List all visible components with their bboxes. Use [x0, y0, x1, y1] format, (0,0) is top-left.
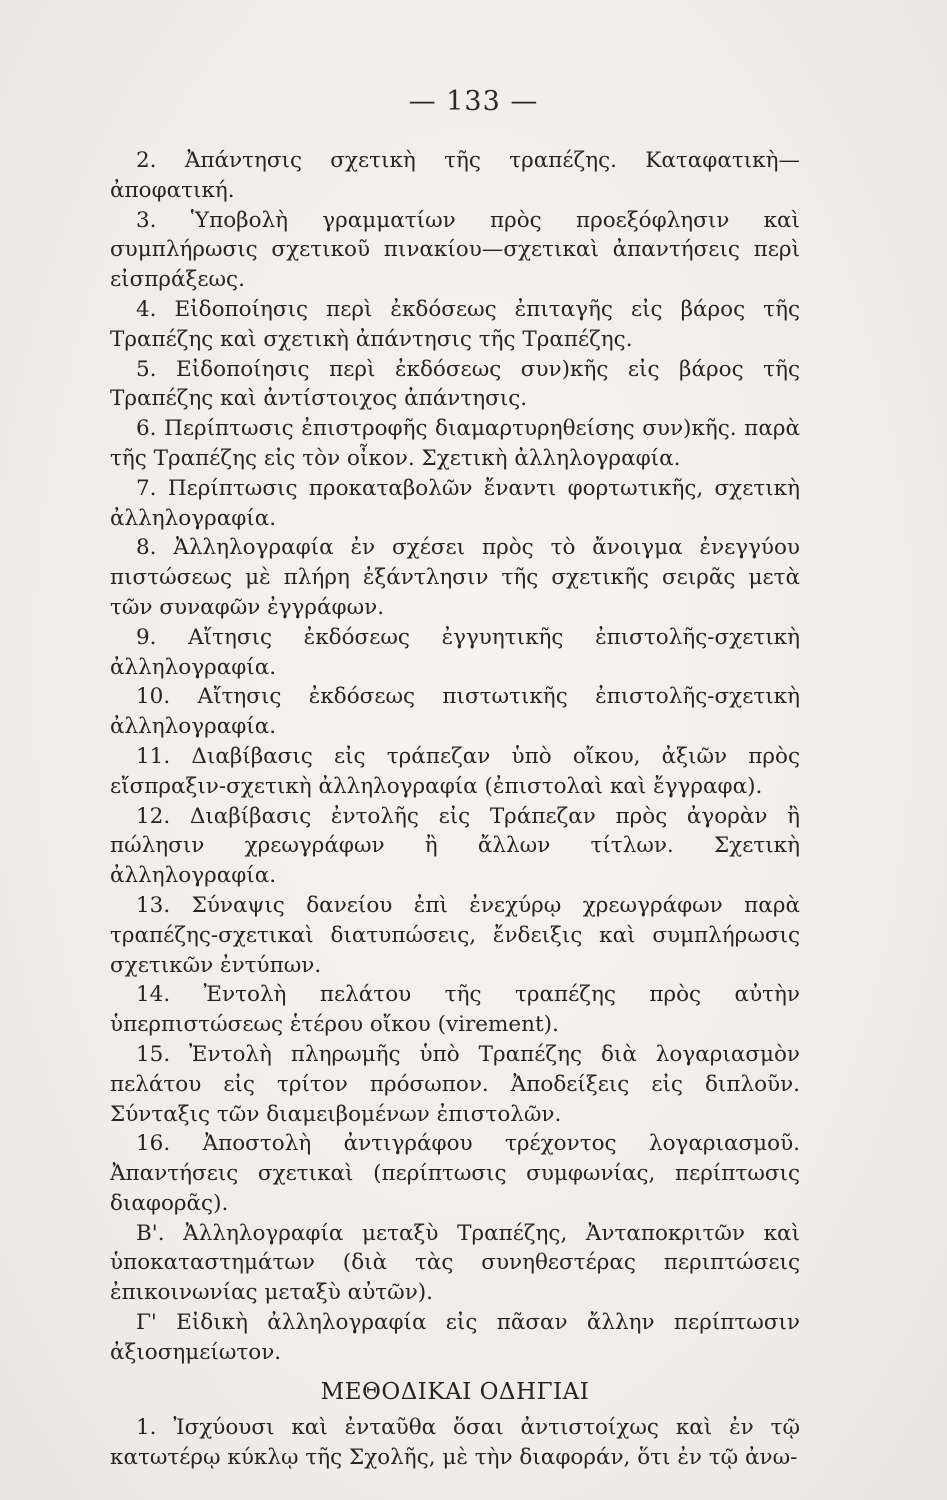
- list-item: 11. Διαβίβασις εἰς τράπεζαν ὑπὸ οἴκου, ἀξιῶν πρὸς εἴσπραξιν-σχετικὴ ἀλληλογραφία (ἐπιστολαὶ καὶ ἔγγραφα).: [110, 743, 800, 799]
- list-item: 13. Σύναψις δανείου ἐπὶ ἐνεχύρῳ χρεωγράφων παρὰ τραπέζης-σχετικαὶ διατυπώσεις, ἔνδειξις καὶ συμπλήρωσις σχετικῶν ἐντύπων.: [110, 892, 800, 978]
- final-paragraph: 1. Ἰσχύουσι καὶ ἐνταῦθα ὅσαι ἀντιστοίχως καὶ ἐν τῷ κατωτέρῳ κύκλῳ τῆς Σχολῆς, μὲ τὴν διαφοράν, ὅτι ἐν τῷ ἀνω-: [110, 1415, 800, 1471]
- list-item: 9. Αἴτησις ἐκδόσεως ἐγγυητικῆς ἐπιστολῆς-σχετικὴ ἀλληλογραφία.: [110, 624, 800, 680]
- list-item: 2. Ἀπάντησις σχετικὴ τῆς τραπέζης. Καταφατικὴ—ἀποφατική.: [110, 148, 800, 203]
- list-item: Γ' Εἰδικὴ ἀλληλογραφία εἰς πᾶσαν ἄλλην περίπτωσιν ἀξιοσημείωτον.: [110, 1310, 800, 1365]
- page-body: [110, 146, 800, 1473]
- list-item: 6. Περίπτωσις ἐπιστροφῆς διαμαρτυρηθείσης συν)κῆς. παρὰ τῆς Τραπέζης εἰς τὸν οἶκον. Σχετικὴ ἀλληλογραφία.: [110, 416, 800, 471]
- list-item: 15. Ἐντολὴ πληρωμῆς ὑπὸ Τραπέζης διὰ λογαριασμὸν πελάτου εἰς τρίτον πρόσωπον. Ἀποδείξεις εἰς διπλοῦν. Σύνταξις τῶν διαμειβομένων ἐπιστολῶν.: [110, 1041, 800, 1127]
- list-item: 8. Ἀλληλογραφία ἐν σχέσει πρὸς τὸ ἄνοιγμα ἐνεγγύου πιστώσεως μὲ πλήρη ἐξάντλησιν τῆς σχετικῆς σειρᾶς μετὰ τῶν συναφῶν ἐγγράφων.: [110, 535, 800, 620]
- list-item: 12. Διαβίβασις ἐντολῆς εἰς Τράπεζαν πρὸς ἀγορὰν ἢ πώλησιν χρεωγράφων ἢ ἄλλων τίτλων. Σχετικὴ ἀλληλογραφία.: [110, 803, 800, 889]
- list-item: 16. Ἀποστολὴ ἀντιγράφου τρέχοντος λογαριασμοῦ. Ἀπαντήσεις σχετικαὶ (περίπτωσις συμφωνίας, περίπτωσις διαφορᾶς).: [110, 1131, 800, 1216]
- list-item: 5. Εἰδοποίησις περὶ ἐκδόσεως συν)κῆς εἰς βάρος τῆς Τραπέζης καὶ ἀντίστοιχος ἀπάντησις.: [110, 356, 800, 412]
- section-heading: ΜΕΘΟΔΙΚΑΙ ΟΔΗΓΙΑΙ: [320, 1378, 590, 1405]
- list-item: Β'. Ἀλληλογραφία μεταξὺ Τραπέζης, Ἀνταποκριτῶν καὶ ὑποκαταστημάτων (διὰ τὰς συνηθεστέρας περιπτώσεις ἐπικοινωνίας μεταξὺ αὐτῶν).: [110, 1220, 800, 1306]
- list-item: 14. Ἐντολὴ πελάτου τῆς τραπέζης πρὸς αὐτὴν ὑπερπιστώσεως ἑτέρου οἴκου (virement).: [110, 982, 800, 1038]
- list-item: 10. Αἴτησις ἐκδόσεως πιστωτικῆς ἐπιστολῆς-σχετικὴ ἀλληλογραφία.: [110, 684, 800, 740]
- list-item: 3. Ὑποβολὴ γραμματίων πρὸς προεξόφλησιν καὶ συμπλήρωσις σχετικοῦ πινακίου—σχετικαὶ ἀπαντήσεις περὶ εἰσπράξεως.: [110, 207, 800, 293]
- page-number-header: — 133 —: [408, 86, 539, 117]
- list-item: 7. Περίπτωσις προκαταβολῶν ἔναντι φορτωτικῆς, σχετικὴ ἀλληλογραφία.: [110, 475, 800, 531]
- list-item: 4. Εἰδοποίησις περὶ ἐκδόσεως ἐπιταγῆς εἰς βάρος τῆς Τραπέζης καὶ σχετικὴ ἀπάντησις τῆς Τραπέζης.: [110, 296, 800, 352]
